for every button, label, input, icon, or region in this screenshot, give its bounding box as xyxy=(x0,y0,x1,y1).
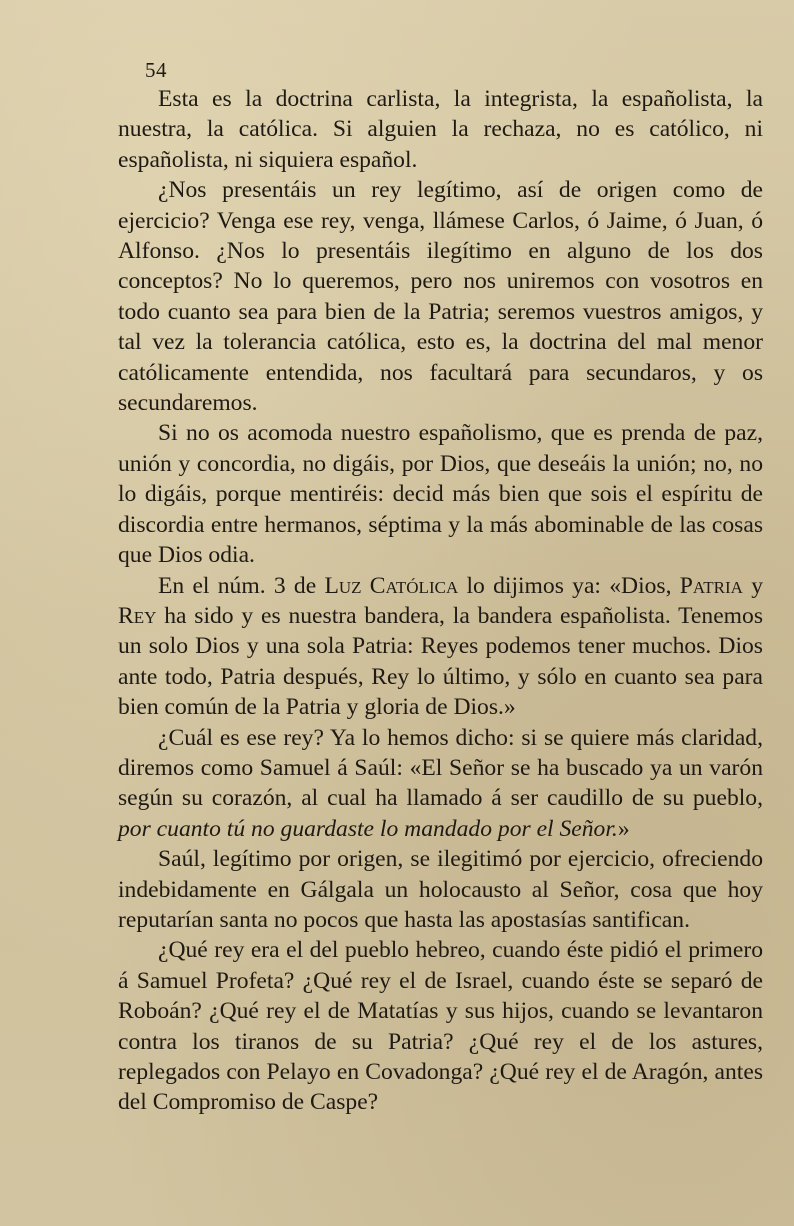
text-run: ¿Nos presentáis un rey legítimo, así de origen como de ejercicio? Venga ese rey, venga, llámese Carlos, ó Jaime, ó Juan, ó Alfonso. ¿Nos lo presentáis ilegítimo en alguno de los dos conceptos? No lo queremos, pero nos uniremos con vosotros en todo cuanto sea para bien de la Patria; seremos vuestros amigos, y tal vez la tolerancia católica, esto es, la doctrina del mal menor católicamente entendida, nos facultará para secundaros, y os secundaremos. xyxy=(118,177,763,417)
text-run: Si no os acomoda nuestro españolismo, que es prenda de paz, unión y concordia, no digáis, por Dios, que deseáis la unión; no, no lo digáis, porque mentiréis: decid más bien que sois el espíritu de discordia entre hermanos, séptima y la más abominable de las cosas que Dios odia. xyxy=(118,420,763,569)
paragraph xyxy=(118,723,763,845)
text-run: Saúl, legítimo por origen, se ilegitimó por ejercicio, ofreciendo indebidamente en Gálgala un holocausto al Señor, cosa que hoy reputarían santa no pocos que hasta las apostasías santifican. xyxy=(118,846,763,933)
text-run: » xyxy=(617,815,630,842)
small-caps-run: Patria xyxy=(679,572,743,599)
paragraph xyxy=(118,935,763,1117)
text-run: Esta es la doctrina carlista, la integrista, la españolista, la nuestra, la católica. Si alguien la rechaza, no es católico, ni españolista, ni siquiera español. xyxy=(118,86,763,173)
small-caps-run: Luz Católica xyxy=(324,572,459,599)
paragraph xyxy=(118,418,763,570)
text-run: En el núm. 3 de xyxy=(158,572,325,599)
text-run: lo dijimos ya: «Dios, xyxy=(458,572,680,599)
text-run: ha sido y es nuestra bandera, la bandera españolista. Tenemos un solo Dios y una sola Patria: Reyes podemos tener muchos. Dios ante todo, Patria después, Rey lo último, y sólo en cuanto sea para bien común de la Patria y gloria de Dios.» xyxy=(118,602,763,721)
page-number: 54 xyxy=(145,58,167,82)
italic-run: por cuanto tú no guardaste lo mandado por el Señor. xyxy=(118,815,618,842)
body-text xyxy=(118,84,763,1118)
paragraph xyxy=(118,844,763,935)
small-caps-run: Rey xyxy=(118,602,157,629)
text-run: ¿Qué rey era el del pueblo hebreo, cuando éste pidió el primero á Samuel Profeta? ¿Qué rey el de Israel, cuando éste se separó de Roboán? ¿Qué rey el de Matatías y sus hijos, cuando se levantaron contra los tiranos de su Patria? ¿Qué rey el de los astures, replegados con Pelayo en Covadonga? ¿Qué rey el de Aragón, antes del Compromiso de Caspe? xyxy=(118,937,763,1116)
paragraph xyxy=(118,84,763,175)
text-run: ¿Cuál es ese rey? Ya lo hemos dicho: si se quiere más claridad, diremos como Samuel á Saúl: «El Señor se ha buscado ya un varón según su corazón, al cual ha llamado á ser caudillo de su pueblo, xyxy=(118,724,763,812)
text-run: y xyxy=(742,572,764,599)
paragraph xyxy=(118,571,763,723)
book-page xyxy=(118,58,763,1118)
paragraph xyxy=(118,175,763,418)
